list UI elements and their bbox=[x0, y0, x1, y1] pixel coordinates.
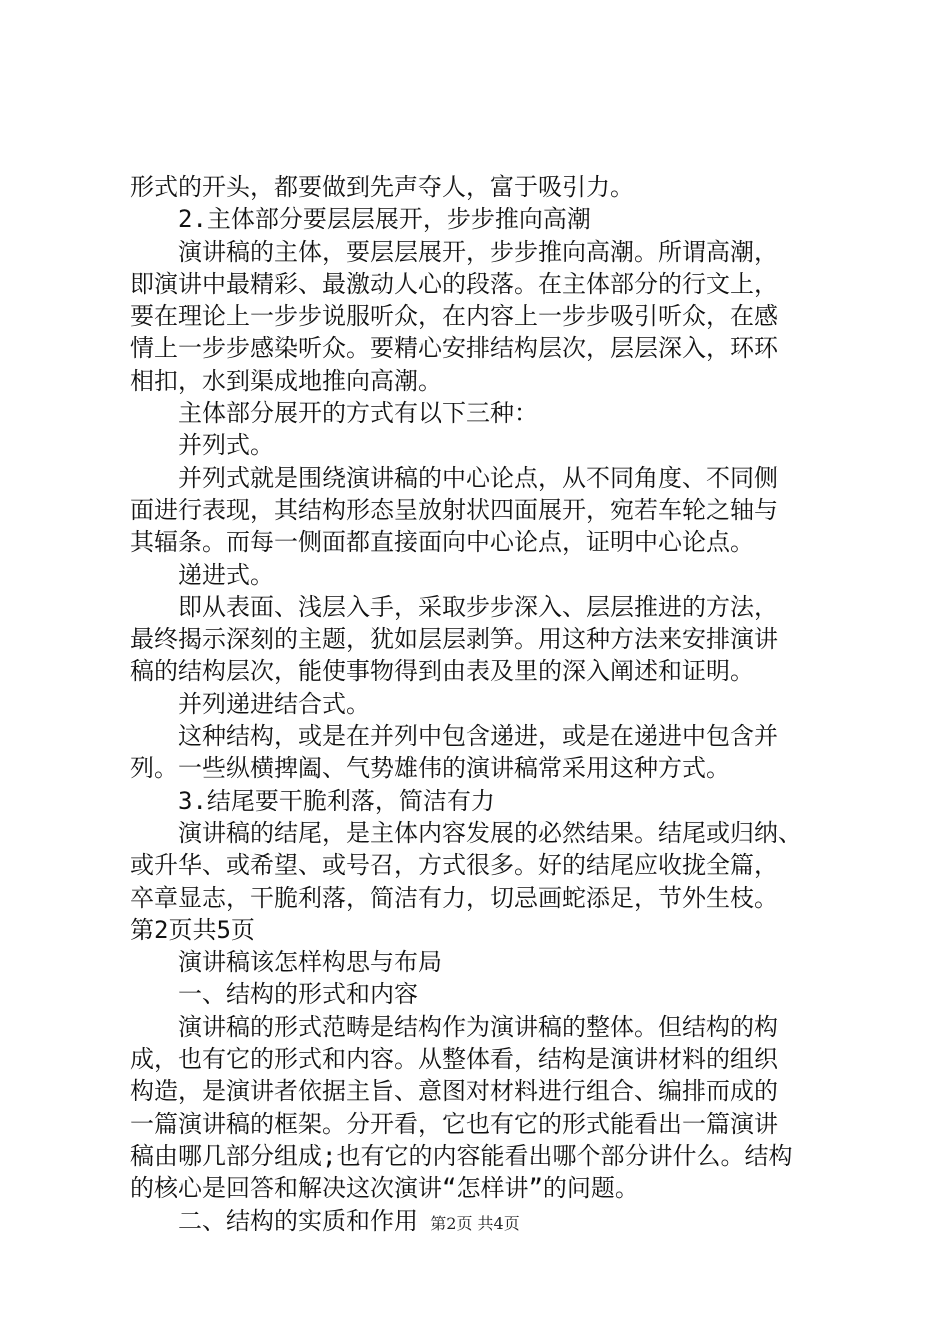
text-line: 相扣，水到渠成地推向高潮。 bbox=[130, 366, 442, 395]
text-line: 3.结尾要干脆利落，简洁有力 bbox=[178, 786, 495, 815]
text-line: 演讲稿的结尾，是主体内容发展的必然结果。结尾或归纳、 bbox=[178, 818, 802, 847]
text-line: 并列式就是围绕演讲稿的中心论点，从不同角度、不同侧 bbox=[178, 463, 778, 492]
text-line: 一、结构的形式和内容 bbox=[178, 980, 418, 1009]
text-line: 演讲稿该怎样构思与布局 bbox=[178, 948, 442, 977]
text-line: 演讲稿的主体，要层层展开，步步推向高潮。所谓高潮， bbox=[178, 237, 778, 266]
text-line: 这种结构，或是在并列中包含递进，或是在递进中包含并 bbox=[178, 722, 778, 751]
text-line: 面进行表现，其结构形态呈放射状四面展开，宛若车轮之轴与 bbox=[130, 495, 778, 524]
text-line: 并列式。 bbox=[178, 431, 274, 460]
text-line: 一篇演讲稿的框架。分开看，它也有它的形式能看出一篇演讲 bbox=[130, 1109, 778, 1138]
text-line: 要在理论上一步步说服听众，在内容上一步步吸引听众，在感 bbox=[130, 302, 778, 331]
text-line: 的核心是回答和解决这次演讲“怎样讲”的问题。 bbox=[130, 1174, 639, 1203]
text-line: 形式的开头，都要做到先声夺人，富于吸引力。 bbox=[130, 173, 634, 201]
text-line: 2.主体部分要层层展开，步步推向高潮 bbox=[178, 205, 591, 234]
text-line: 卒章显志，干脆利落，简洁有力，切忌画蛇添足，节外生枝。 bbox=[130, 883, 778, 912]
text-line: 并列递进结合式。 bbox=[178, 689, 370, 718]
text-line: 情上一步步感染听众。要精心安排结构层次，层层深入，环环 bbox=[130, 334, 778, 363]
text-line: 最终揭示深刻的主题，犹如层层剥笋。用这种方法来安排演讲 bbox=[130, 625, 778, 654]
text-line: 稿由哪几部分组成;也有它的内容能看出哪个部分讲什么。结构 bbox=[130, 1141, 793, 1170]
text-line: 主体部分展开的方式有以下三种： bbox=[178, 399, 538, 428]
document-body bbox=[130, 171, 830, 1237]
text-line: 构造，是演讲者依据主旨、意图对材料进行组合、编排而成的 bbox=[130, 1077, 778, 1106]
text-line: 二、结构的实质和作用 bbox=[178, 1206, 418, 1235]
text-line: 递进式。 bbox=[178, 560, 274, 589]
text-line: 演讲稿的形式范畴是结构作为演讲稿的整体。但结构的构 bbox=[178, 1012, 778, 1041]
text-line: 或升华、或希望、或号召，方式很多。好的结尾应收拢全篇， bbox=[130, 851, 778, 880]
text-line: 即从表面、浅层入手，采取步步深入、层层推进的方法， bbox=[178, 592, 778, 621]
text-line: 列。一些纵横捭阖、气势雄伟的演讲稿常采用这种方式。 bbox=[130, 754, 730, 783]
text-line: 其辐条。而每一侧面都直接面向中心论点，证明中心论点。 bbox=[130, 528, 754, 557]
page-footer: 第2页 共4页 bbox=[430, 1214, 520, 1233]
text-line: 成，也有它的形式和内容。从整体看，结构是演讲材料的组织 bbox=[130, 1045, 778, 1074]
text-line: 第2页共5页 bbox=[130, 915, 255, 944]
text-line: 稿的结构层次，能使事物得到由表及里的深入阐述和证明。 bbox=[130, 657, 754, 686]
text-line: 即演讲中最精彩、最激动人心的段落。在主体部分的行文上， bbox=[130, 269, 778, 298]
